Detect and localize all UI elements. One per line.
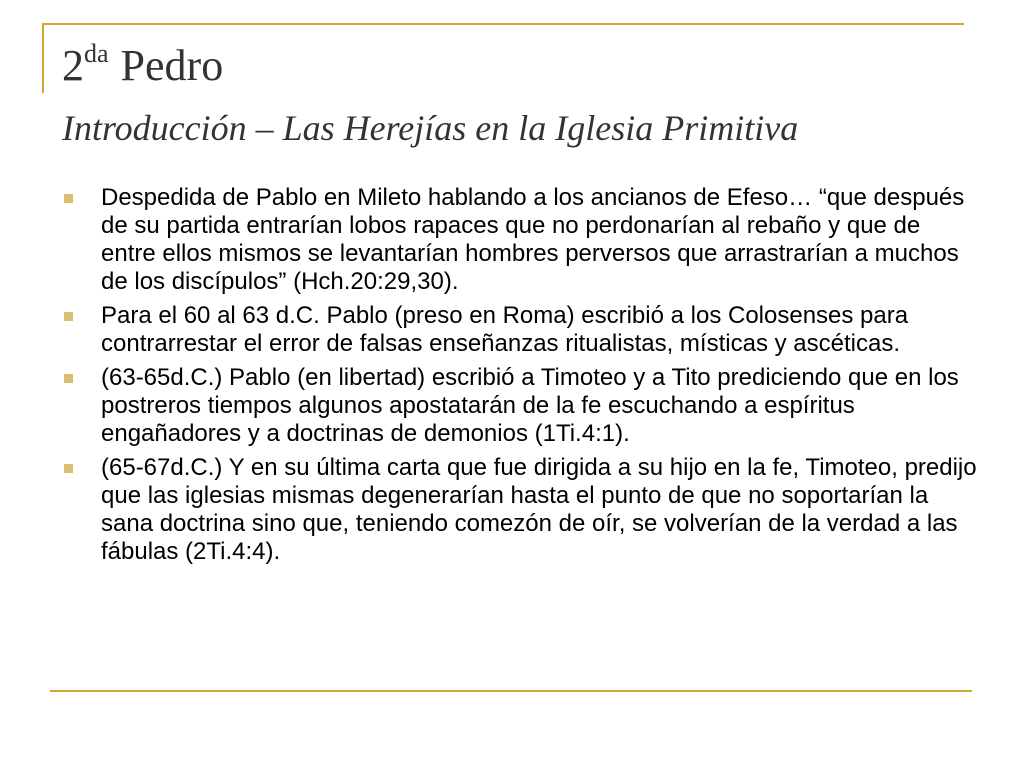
top-rule — [44, 23, 964, 25]
slide-subtitle: Introducción – Las Herejías en la Iglesia Primitiva — [62, 108, 799, 148]
bullet-text: (63-65d.C.) Pablo (en libertad) escribió a Timoteo y a Tito prediciendo que en los postreros tiempos algunos apostatarán de la fe escuchando a espíritus engañadores y a doctrinas de demonios (1Ti.4:1). — [101, 364, 959, 447]
title-word: Pedro — [120, 41, 224, 90]
square-bullet-icon — [64, 312, 73, 321]
bullet-item — [60, 302, 980, 358]
title-number: 2 — [62, 41, 84, 90]
bullet-list — [60, 184, 980, 572]
bottom-rule — [50, 690, 972, 692]
left-rule — [42, 23, 44, 93]
bullet-item — [60, 454, 980, 566]
bullet-text: Despedida de Pablo en Mileto hablando a los ancianos de Efeso… “que después de su partida entrarían lobos rapaces que no perdonarían al rebaño y que de entre ellos mismos se levantarían hombres perversos que arrastrarían a muchos de los discípulos” (Hch.20:29,30). — [101, 184, 965, 295]
square-bullet-icon — [64, 374, 73, 383]
square-bullet-icon — [64, 194, 73, 203]
slide-title — [62, 39, 224, 90]
bullet-item — [60, 184, 980, 296]
title-superscript: da — [84, 39, 109, 68]
bullet-text: (65-67d.C.) Y en su última carta que fue dirigida a su hijo en la fe, Timoteo, predijo que las iglesias mismas degenerarían hasta el punto de que no soportarían la sana doctrina sino que, teniendo comezón de oír, se volverían de la verdad a las fábulas (2Ti.4:4). — [101, 454, 977, 565]
bullet-text: Para el 60 al 63 d.C. Pablo (preso en Roma) escribió a los Colosenses para contrarrestar el error de falsas enseñanzas ritualistas, místicas y ascéticas. — [101, 302, 909, 357]
square-bullet-icon — [64, 464, 73, 473]
bullet-item — [60, 364, 980, 448]
